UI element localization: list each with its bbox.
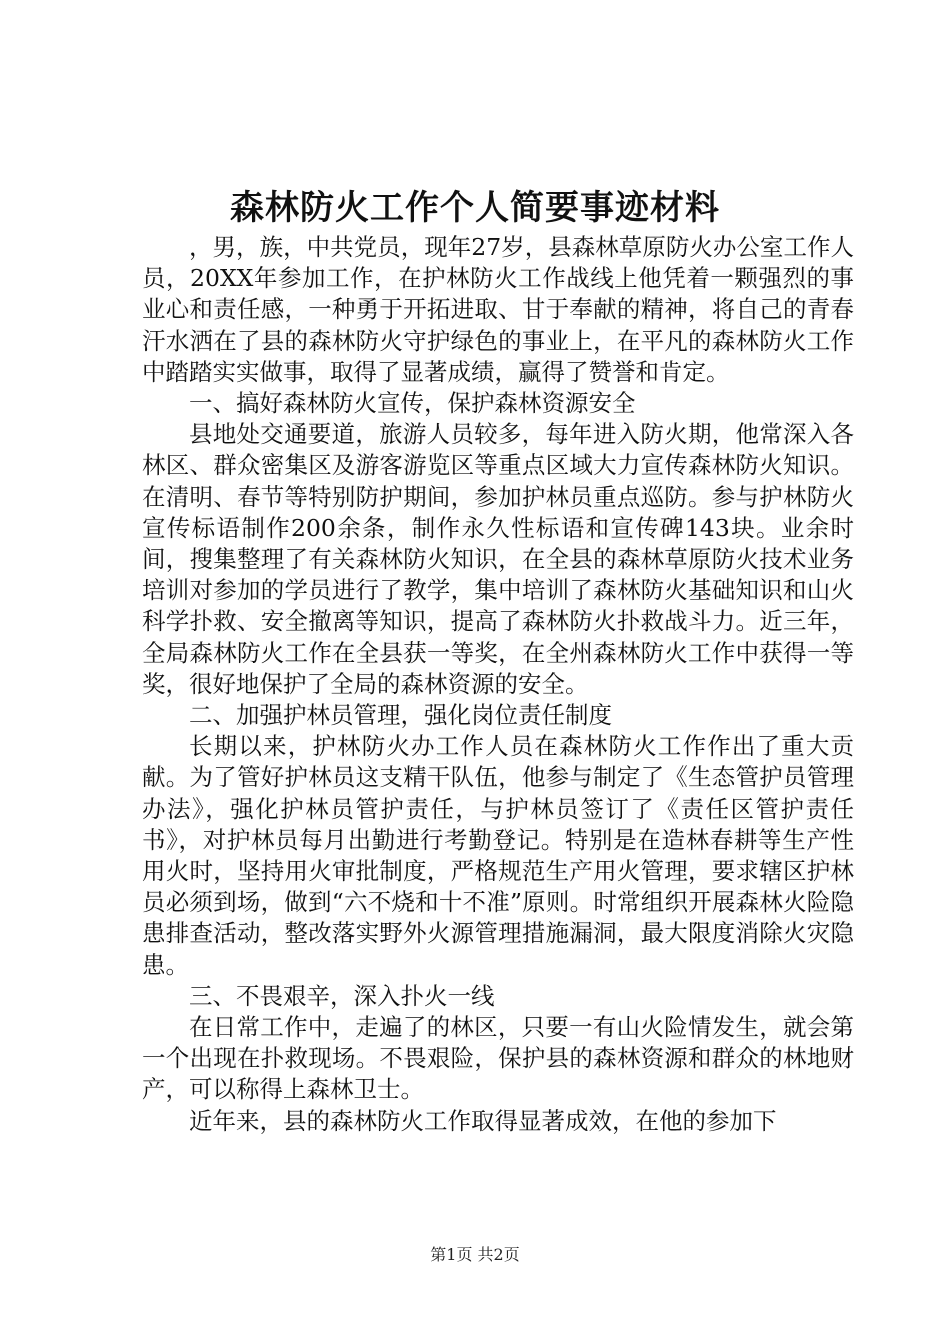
section-heading-1: 一、搞好森林防火宣传，保护森林资源安全 [189, 389, 636, 418]
paragraph-section-1: 县地处交通要道，旅游人员较多，每年进入防火期，他常深入各林区、群众密集区及游客游览区等重点区域大力宣传森林防火知识。在清明、春节等特别防护期间，参加护林员重点巡防。参与护林防火宣传标语制作200余条，制作永久性标语和宣传碑143块。业余时间，搜集整理了有关森林防火知识，在全县的森林草原防火技术业务培训对参加的学员进行了教学，集中培训了森林防火基础知识和山火科学扑救、安全撤离等知识，提高了森林防火扑救战斗力。近三年，全局森林防火工作在全县获一等奖，在全州森林防火工作中获得一等奖，很好地保护了全局的森林资源的安全。 [142, 420, 854, 698]
paragraph-continued: 近年来，县的森林防火工作取得显著成效，在他的参加下 [189, 1106, 777, 1135]
paragraph-section-2: 长期以来，护林防火办工作人员在森林防火工作作出了重大贡献。为了管好护林员这支精干队伍，他参与制定了《生态管护员管理办法》，强化护林员管护责任，与护林员签订了《责任区管护责任书》，对护林员每月出勤进行考勤登记。特别是在造林春耕等生产性用火时，坚持用火审批制度，严格规范生产用火管理，要求辖区护林员必须到场，做到“六不烧和十不准”原则。时常组织开展森林火险隐患排查活动，整改落实野外火源管理措施漏洞，最大限度消除火灾隐患。 [142, 732, 854, 979]
paragraph-section-3: 在日常工作中，走遍了的林区，只要一有山火险情发生，就会第一个出现在扑救现场。不畏艰险，保护县的森林资源和群众的林地财产，可以称得上森林卫士。 [142, 1013, 854, 1104]
page-number-footer: 第1页 共2页 [430, 1245, 520, 1264]
section-heading-3: 三、不畏艰辛，深入扑火一线 [189, 981, 495, 1010]
paragraph-intro: ，男，族，中共党员，现年27岁，县森林草原防火办公室工作人员，20XX年参加工作，在护林防火工作战线上他凭着一颗强烈的事业心和责任感，一种勇于开拓进取、甘于奉献的精神，将自己的青春汗水洒在了县的森林防火守护绿色的事业上，在平凡的森林防火工作中踏踏实实做事，取得了显著成绩，赢得了赞誉和肯定。 [142, 233, 854, 386]
document-title: 森林防火工作个人简要事迹材料 [230, 188, 720, 228]
document-body [142, 232, 854, 1137]
section-heading-2: 二、加强护林员管理，强化岗位责任制度 [189, 701, 612, 730]
